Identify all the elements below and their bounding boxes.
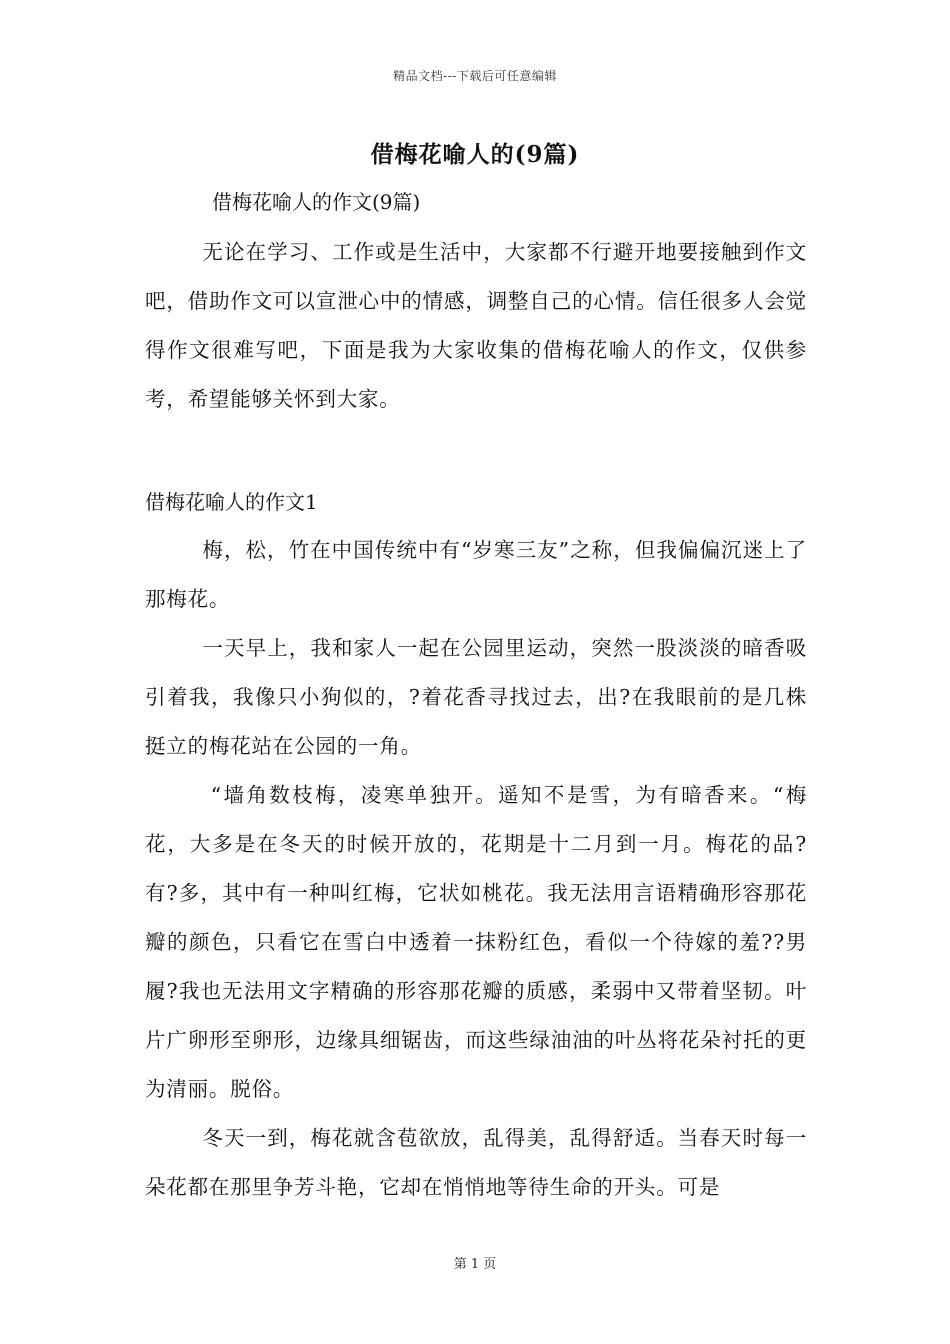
document-title: 借梅花喻人的(9篇) <box>370 141 580 168</box>
intro-block <box>145 228 807 424</box>
document-subtitle: 借梅花喻人的作文(9篇) <box>212 190 421 214</box>
body-paragraph-4: 冬天一到，梅花就含苞欲放，乱得美，乱得舒适。当春天时每一朵花都在那里争芳斗艳，它却在悄悄地等待生命的开头。可是 <box>145 1126 807 1199</box>
page-number: 第 1 页 <box>453 1257 497 1272</box>
section-body <box>145 526 807 1212</box>
body-paragraph-2: 一天早上，我和家人一起在公园里运动，突然一股淡淡的暗香吸引着我，我像只小狗似的，?着花香寻找过去，出?在我眼前的是几株挺立的梅花站在公园的一角。 <box>145 636 807 758</box>
header-note: 精品文档---下载后可任意编辑 <box>393 69 557 83</box>
body-paragraph-1: 梅，松，竹在中国传统中有“岁寒三友”之称，但我偏偏沉迷上了那梅花。 <box>145 538 807 611</box>
body-paragraph-3: “墙角数枝梅，凌寒单独开。遥知不是雪，为有暗香来。“梅花，大多是在冬天的时候开放的，花期是十二月到一月。梅花的品?有?多，其中有一种叫红梅，它状如桃花。我无法用言语精确形容那花瓣的颜色，只看它在雪白中透着一抹粉红色，看似一个待嫁的羞??男履?我也无法用文字精确的形容那花瓣的质感，柔弱中又带着坚韧。叶片广卵形至卵形，边缘具细锯齿，而这些绿油油的叶丛将花朵衬托的更为清丽。脱俗。 <box>145 783 807 1101</box>
section-heading: 借梅花喻人的作文1 <box>145 490 318 514</box>
intro-paragraph: 无论在学习、工作或是生活中，大家都不行避开地要接触到作文吧，借助作文可以宣泄心中的情感，调整自己的心情。信任很多人会觉得作文很难写吧，下面是我为大家收集的借梅花喻人的作文，仅供参考，希望能够关怀到大家。 <box>145 240 807 411</box>
